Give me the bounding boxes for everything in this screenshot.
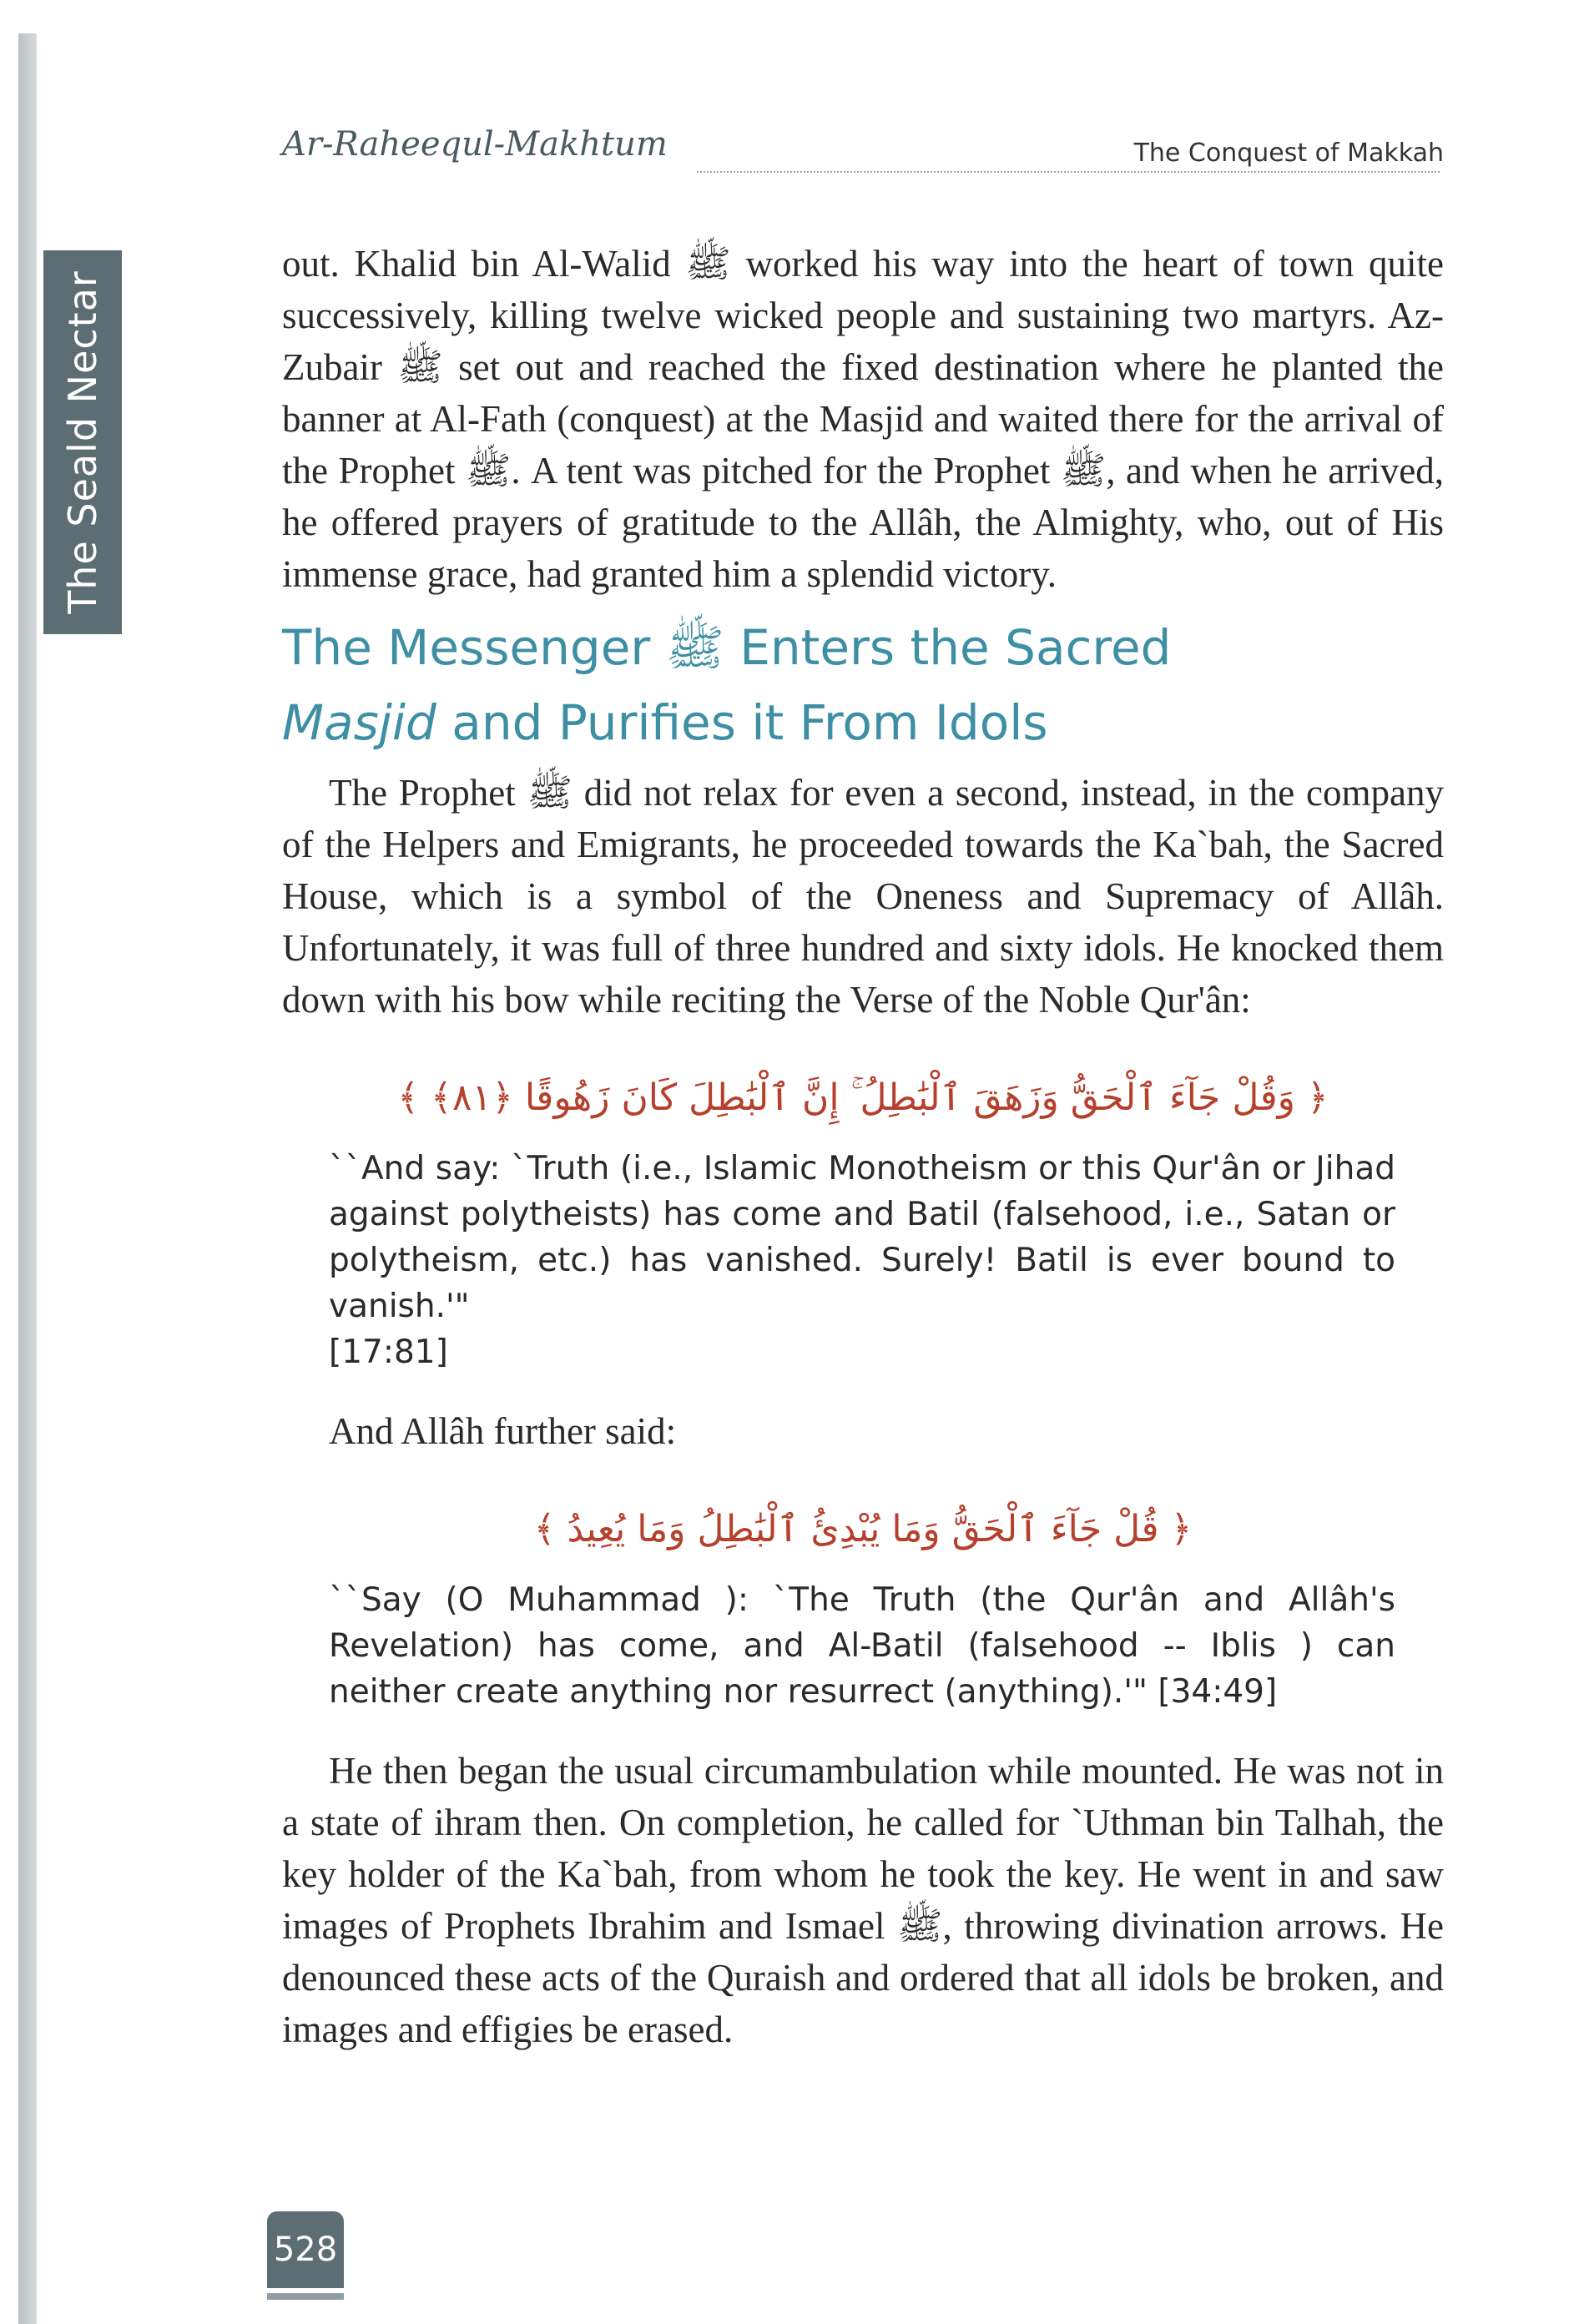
paragraph-4: He then began the usual circumambulation while mounted. He was not in a state of ihram then. On completion, he called for `Uthman bin Talhah, the key holder of the Ka`bah, from whom he took the key. He went in and saw images of Prophets Ibrahim and Ismael ﷺ, throwing divination arrows. He denounced these acts of the Quraish and ordered that all idols be broken, and images and effigies be erased. [282, 1750, 1444, 2050]
side-tab-label: The Seald Nectar [60, 270, 106, 614]
header-rule [697, 171, 1440, 173]
section-heading [282, 610, 1444, 760]
paragraph-2: The Prophet ﷺ did not relax for even a second, instead, in the company of the Helpers and Emigrants, he proceeded towards the Ka`bah, the Sacred House, which is a symbol of the Oneness and Supremacy of Allâh. Unfortunately, it was full of three hundred and sixty idols. He knocked them down with his bow while reciting the Verse of the Noble Qur'ân: [282, 772, 1444, 1021]
verse-1-translation: ``And say: `Truth (i.e., Islamic Monotheism or this Qur'ân or Jihad against polytheists) has come and Batil (falsehood, i.e., Satan or polytheism, etc.) has vanished. Surely! Batil is ever bound to vanish.'" [329, 1150, 1395, 1325]
arabic-verse-2: ﴿ قُلْ جَآءَ ٱلْحَقُّ وَمَا يُبْدِئُ ٱلْبَٰطِلُ وَمَا يُعِيدُ ﴾ [533, 1508, 1193, 1550]
page-content [282, 238, 1444, 2055]
verse-2-translation: ``Say (O Muhammad ): `The Truth (the Qur'ân and Allâh's Revelation) has come, and Al-Batil (falsehood -- Iblis ) can neither create anything nor resurrect (anything).'" [34:49] [329, 1581, 1395, 1711]
spine-bar [18, 33, 37, 2324]
paragraph-3: And Allâh further said: [329, 1410, 677, 1452]
page-number-bar [267, 2293, 344, 2300]
running-head-book-title: Ar-Raheequl-Makhtum [282, 125, 668, 164]
arabic-verse-1: ﴿ وَقُلْ جَآءَ ٱلْحَقُّ وَزَهَقَ ٱلْبَٰطِلُ ۚ إِنَّ ٱلْبَٰطِلَ كَانَ زَهُوقًا ﴿٨١﴾ ﴾ [397, 1076, 1329, 1119]
paragraph-1: out. Khalid bin Al-Walid ﷺ worked his way into the heart of town quite successively, killing twelve wicked people and sustaining two martyrs. Az-Zubair ﷺ set out and reached the fixed destination where he planted the banner at Al-Fath (conquest) at the Masjid and waited there for the arrival of the Prophet ﷺ. A tent was pitched for the Prophet ﷺ, and when he arrived, he offered prayers of gratitude to the Allâh, the Almighty, who, out of His immense grace, had granted him a splendid victory. [282, 243, 1445, 595]
heading-line-2: and Purifies it From Idols [436, 694, 1048, 751]
side-tab [43, 250, 122, 634]
running-head-chapter: The Conquest of Makkah [1133, 139, 1444, 168]
heading-italic-word: Masjid [282, 694, 436, 751]
page-number: 528 [267, 2211, 344, 2288]
heading-line-1: The Messenger ﷺ Enters the Sacred [282, 619, 1172, 676]
verse-1-reference: [17:81] [329, 1333, 448, 1371]
